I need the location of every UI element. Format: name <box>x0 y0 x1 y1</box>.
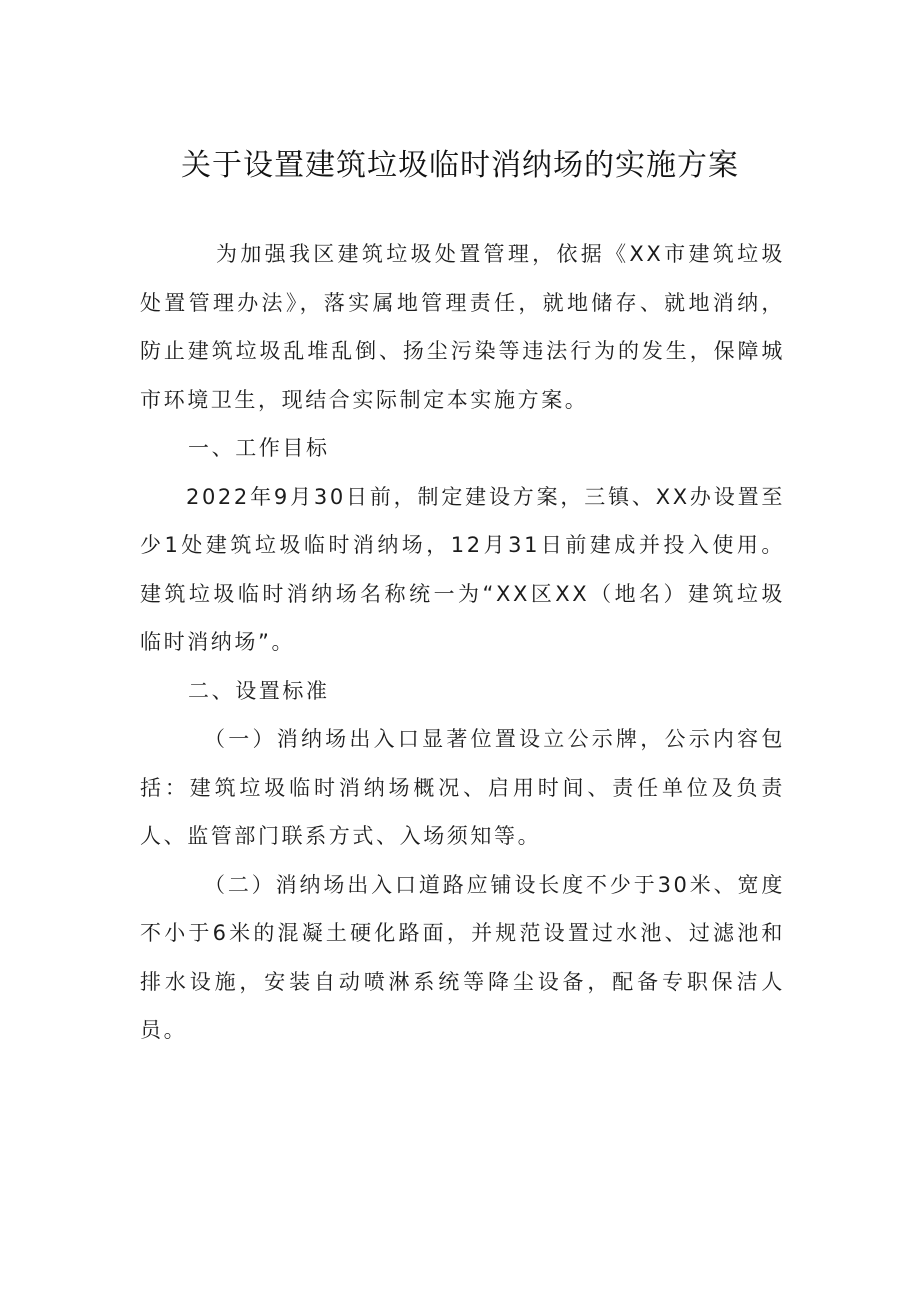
section-heading-standards: 二、设置标准 <box>188 678 330 703</box>
goals-paragraph: 2022年9月30日前，制定建设方案，三镇、XX办设置至少1处建筑垃圾临时消纳场，12月31日前建成并投入使用。建筑垃圾临时消纳场名称统一为“XX区XX（地名）建筑垃圾临时消纳场”。 <box>140 484 785 654</box>
document-title: 关于设置建筑垃圾临时消纳场的实施方案 <box>181 148 739 183</box>
intro-paragraph: 为加强我区建筑垃圾处置管理，依据《XX市建筑垃圾处置管理办法》，落实属地管理责任，就地储存、就地消纳，防止建筑垃圾乱堆乱倒、扬尘污染等违法行为的发生，保障城市环境卫生，现结合实际制定本实施方案。 <box>140 242 785 412</box>
section-heading-goals: 一、工作目标 <box>188 436 330 460</box>
document-body <box>140 230 785 1055</box>
standard-item-2: （二）消纳场出入口道路应铺设长度不少于30米、宽度不小于6米的混凝土硬化路面，并规范设置过水池、过滤池和排水设施，安装自动喷淋系统等降尘设备，配备专职保洁人员。 <box>140 872 785 1042</box>
standard-item-1: （一）消纳场出入口显著位置设立公示牌，公示内容包括：建筑垃圾临时消纳场概况、启用时间、责任单位及负责人、监管部门联系方式、入场须知等。 <box>140 727 785 848</box>
